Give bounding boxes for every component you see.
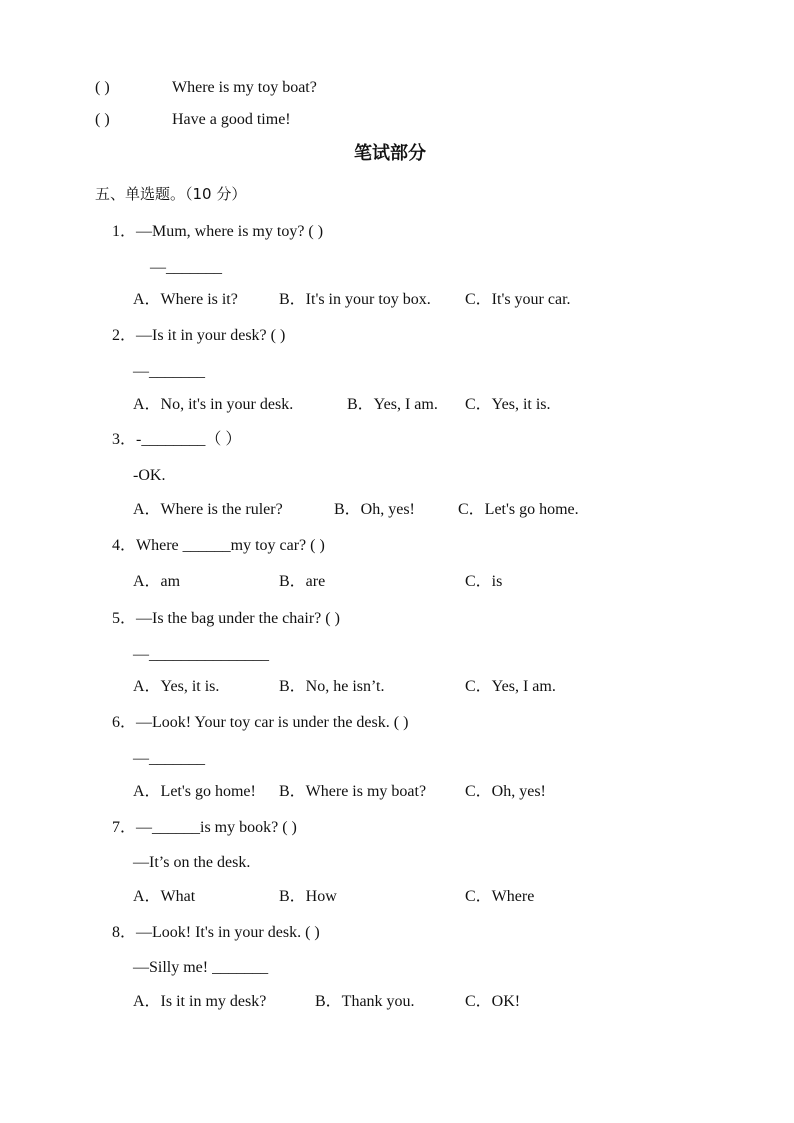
section-title: 笔试部分: [354, 143, 426, 164]
question-1-stem: 1．—Mum, where is my toy? ( ): [112, 223, 324, 240]
top-line-2-text: Have a good time!: [172, 111, 291, 128]
question-1-option-b: B．It's in your toy box.: [279, 291, 431, 308]
question-3-option-c: C．Let's go home.: [458, 501, 579, 518]
question-2-stem: 2．—Is it in your desk? ( ): [112, 327, 286, 344]
question-4-stem: 4．Where ______my toy car? ( ): [112, 537, 325, 554]
top-line-2-paren: ( ): [95, 111, 110, 128]
question-6-option-a: A．Let's go home!: [133, 783, 256, 800]
question-6-option-c: C．Oh, yes!: [465, 783, 546, 800]
question-5-reply: —_______________: [133, 646, 269, 663]
question-6-reply: —_______: [133, 750, 205, 767]
question-2-option-a: A．No, it's in your desk.: [133, 396, 294, 413]
question-7-stem: 7．—______is my book? ( ): [112, 819, 297, 836]
question-2-reply: —_______: [133, 363, 205, 380]
question-4-option-a: A．am: [133, 573, 181, 590]
top-line-1-paren: ( ): [95, 79, 110, 96]
question-8-option-b: B．Thank you.: [315, 993, 415, 1010]
question-3-option-a: A．Where is the ruler?: [133, 501, 283, 518]
question-8-stem: 8．—Look! It's in your desk. ( ): [112, 924, 320, 941]
question-2-option-b: B．Yes, I am.: [347, 396, 438, 413]
question-8-reply: —Silly me! _______: [133, 959, 269, 976]
question-8-option-a: A．Is it in my desk?: [133, 993, 267, 1010]
question-7-option-b: B．How: [279, 888, 337, 905]
question-2-option-c: C．Yes, it is.: [465, 396, 551, 413]
question-4-option-b: B．are: [279, 573, 326, 590]
question-7-option-a: A．What: [133, 888, 196, 905]
question-7-option-c: C．Where: [465, 888, 535, 905]
question-5-option-b: B．No, he isn’t.: [279, 678, 385, 695]
question-8-option-c: C．OK!: [465, 993, 521, 1010]
question-5-stem: 5．—Is the bag under the chair? ( ): [112, 610, 340, 627]
question-6-stem: 6．—Look! Your toy car is under the desk. ( ): [112, 714, 409, 731]
top-line-1-text: Where is my toy boat?: [172, 79, 317, 96]
question-1-reply: —_______: [150, 259, 222, 276]
question-3-option-b: B．Oh, yes!: [334, 501, 415, 518]
question-4-option-c: C．is: [465, 573, 503, 590]
question-1-option-c: C．It's your car.: [465, 291, 571, 308]
section-heading: 五、单选题。（10 分）: [95, 185, 247, 203]
question-5-option-a: A．Yes, it is.: [133, 678, 220, 695]
question-7-reply: —It’s on the desk.: [133, 854, 251, 871]
question-5-option-c: C．Yes, I am.: [465, 678, 556, 695]
question-6-option-b: B．Where is my boat?: [279, 783, 427, 800]
question-3-stem: 3．-________（ ）: [112, 431, 242, 448]
question-1-option-a: A．Where is it?: [133, 291, 238, 308]
question-3-reply: -OK.: [133, 467, 166, 484]
